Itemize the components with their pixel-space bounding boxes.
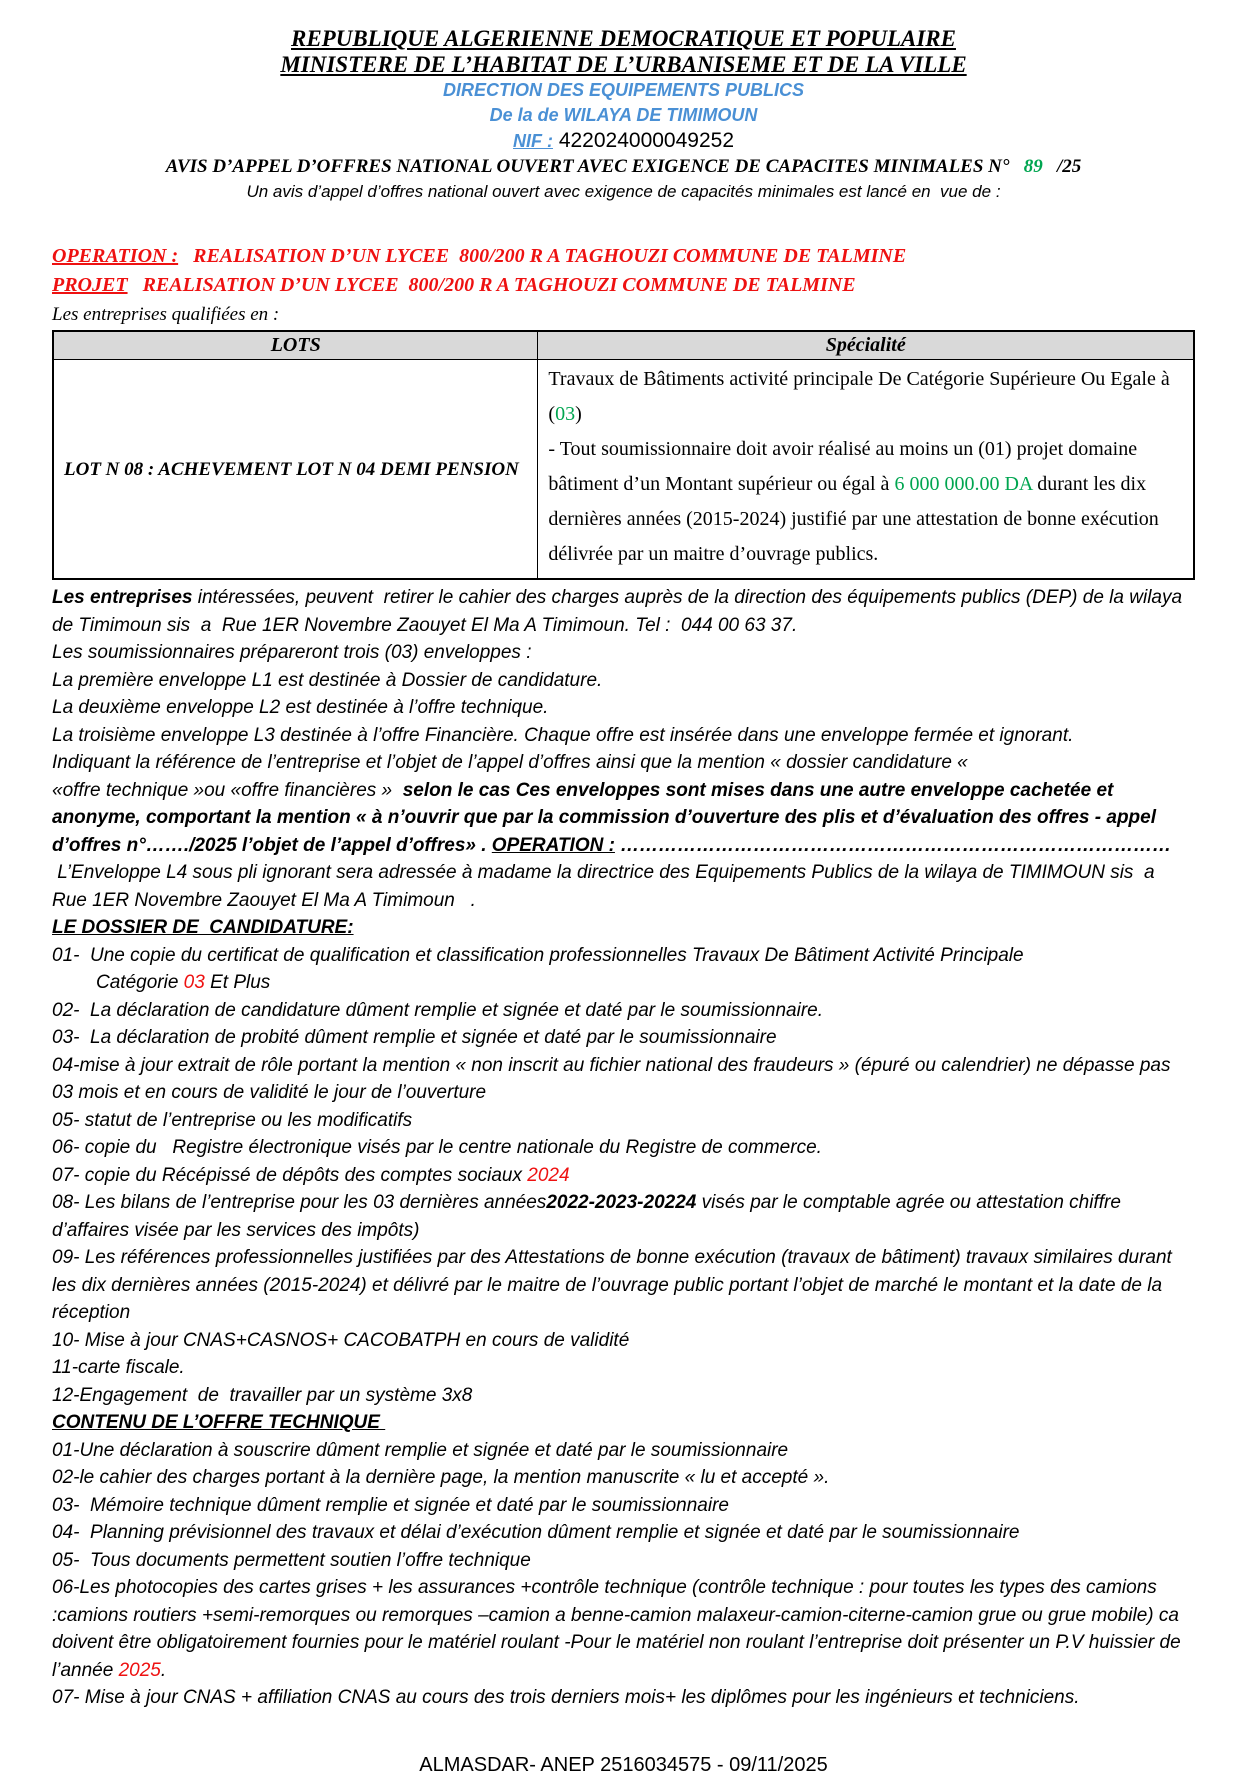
paragraph-enveloppes: Les soumissionnaires prépareront trois (03) enveloppes : bbox=[52, 642, 532, 663]
technique-item-05: 05- Tous documents permettent soutien l’offre technique bbox=[52, 1549, 531, 1571]
technique-item-04: 04- Planning prévisionnel des travaux et délai d’exécution dûment remplie et signée et daté par le soumissionnaire bbox=[52, 1522, 1020, 1543]
spec-sentence-1 bbox=[548, 368, 1169, 425]
direction-title: DIRECTION DES EQUIPEMENTS PUBLICS bbox=[442, 80, 805, 100]
specialite-cell bbox=[538, 360, 1194, 580]
republic-title: REPUBLIQUE ALGERIENNE DEMOCRATIQUE ET POPULAIRE bbox=[291, 26, 956, 51]
paragraph-reference: Indiquant la référence de l’entreprise et l’objet de l’appel d’offres ainsi que la mention « dossier candidature « bbox=[52, 752, 968, 773]
ministry-title: MINISTERE DE L’HABITAT DE L’URBANISEME ET DE LA VILLE bbox=[280, 52, 967, 77]
col-header-specialite: Spécialité bbox=[538, 331, 1194, 360]
dossier-item-01-categorie-value: 03 bbox=[183, 972, 205, 993]
nif-value: 422024000049252 bbox=[552, 129, 735, 152]
technique-item-06-period: . bbox=[160, 1659, 167, 1681]
projet-line bbox=[52, 271, 1195, 300]
p7-dots: …………………………………………………………………………… bbox=[614, 834, 1172, 856]
col-header-lots: LOTS bbox=[53, 331, 538, 360]
table-header-row bbox=[53, 331, 1194, 360]
dossier-item-01-categorie: Catégorie bbox=[96, 972, 184, 993]
dossier-item-11: 11-carte fiscale. bbox=[52, 1357, 185, 1378]
operation-block bbox=[52, 242, 1195, 300]
technique-item-03: 03- Mémoire technique dûment remplie et signée et daté par le soumissionnaire bbox=[52, 1494, 729, 1516]
dossier-item-02: 02- La déclaration de candidature dûment remplie et signée et daté par le soumissionnaire. bbox=[52, 999, 824, 1021]
document-header bbox=[52, 26, 1195, 204]
table-row bbox=[53, 360, 1194, 580]
dossier-item-08-rest: visés par le comptable agrée ou attestation chiffre d’affaires visée par les services des impôts) bbox=[52, 1192, 1127, 1241]
spec2-text: - Tout soumissionnaire doit avoir réalisé au moins un (01) projet domaine bâtiment d’un Montant supérieur ou égal à bbox=[548, 438, 1138, 495]
dossier-item-10: 10- Mise à jour CNAS+CASNOS+ CACOBATPH en cours de validité bbox=[52, 1329, 630, 1351]
dossier-item-12: 12-Engagement de travailler par un système 3x8 bbox=[52, 1384, 473, 1406]
technique-item-06 bbox=[52, 1574, 1195, 1684]
avis-title bbox=[52, 154, 1195, 180]
lots-table bbox=[52, 330, 1195, 580]
dossier-item-01 bbox=[52, 942, 1195, 997]
paragraph-enveloppe-l3: La troisième enveloppe L3 destinée à l’offre Financière. Chaque offre est insérée dans une enveloppe fermée et ignorant. bbox=[52, 724, 1074, 746]
nif-label: NIF : bbox=[512, 131, 553, 151]
dossier-item-01-line1: 01- Une copie du certificat de qualification et classification professionnelles Travaux De Bâtiment Activité Principale bbox=[52, 944, 1024, 966]
technique-item-01: 01-Une déclaration à souscrire dûment remplie et signée et daté par le soumissionnaire bbox=[52, 1439, 789, 1461]
nif-line bbox=[52, 128, 1195, 154]
spec2-amount: 6 000 000.00 DA bbox=[894, 473, 1033, 495]
technique-item-06-year: 2025 bbox=[118, 1659, 161, 1681]
p1-bold: Les entreprises bbox=[52, 587, 193, 608]
avis-suffix: /25 bbox=[1042, 156, 1082, 177]
dossier-item-05: 05- statut de l’entreprise ou les modificatifs bbox=[52, 1109, 413, 1131]
p7-regular: «offre technique »ou «offre financières » bbox=[52, 779, 403, 801]
paragraph-retrait bbox=[52, 584, 1195, 639]
qualified-intro: Les entreprises qualifiées en : bbox=[52, 304, 280, 325]
p7-operation-label: OPERATION : bbox=[491, 834, 615, 856]
body-text bbox=[52, 584, 1195, 1712]
paragraph-enveloppe-exterieure bbox=[52, 777, 1195, 860]
avis-subtitle: Un avis d’appel d’offres national ouvert avec exigence de capacités minimales est lancé en vue de : bbox=[246, 182, 1001, 201]
projet-text: REALISATION D’UN LYCEE 800/200 R A TAGHOUZI COMMUNE DE TALMINE bbox=[127, 274, 856, 296]
p1-rest: intéressées, peuvent retirer le cahier des charges auprès de la direction des équipements publics (DEP) de la wilaya de Timimoun sis a Rue 1ER Novembre Zaouyet El Ma A Timimoun. Tel : 044 00 63 37. bbox=[52, 587, 1188, 636]
dossier-item-03: 03- La déclaration de probité dûment remplie et signée et daté par le soumissionnaire bbox=[52, 1027, 777, 1048]
spec-sentence-2 bbox=[548, 438, 1158, 565]
dossier-item-04: 04-mise à jour extrait de rôle portant la mention « non inscrit au fichier national des fraudeurs » (épuré ou calendrier) ne dépasse pas 03 mois et en cours de validité le jour de l’ouverture bbox=[52, 1054, 1176, 1103]
paragraph-enveloppe-l1: La première enveloppe L1 est destinée à Dossier de candidature. bbox=[52, 669, 603, 691]
operation-text: REALISATION D’UN LYCEE 800/200 R A TAGHOUZI COMMUNE DE TALMINE bbox=[178, 245, 907, 267]
dossier-item-01-line2 bbox=[96, 969, 1195, 997]
technique-item-07: 07- Mise à jour CNAS + affiliation CNAS au cours des trois derniers mois+ les diplômes pour les ingénieurs et techniciens. bbox=[52, 1687, 1080, 1708]
technique-item-06-text: 06-Les photocopies des cartes grises + les assurances +contrôle technique (contrôle technique : pour toutes les types des camions :camions routiers +semi-remorques ou remorques –camion a benne-camion malaxeur-camion-citerne-camion grue ou grue mobile) ca doivent être obligatoirement fournies pour le matériel roulant -Pour le matériel non roulant l’entreprise doit présenter un P.V huissier de l’année bbox=[52, 1577, 1186, 1681]
spec1-text: Travaux de Bâtiments activité principale De Catégorie Supérieure Ou Egale à ( bbox=[548, 368, 1170, 425]
technique-item-02: 02-le cahier des charges portant à la dernière page, la mention manuscrite « lu et accepté ». bbox=[52, 1467, 830, 1488]
technique-heading: CONTENU DE L’OFFRE TECHNIQUE bbox=[52, 1412, 386, 1433]
spec1-category-value: 03 bbox=[555, 403, 576, 425]
paragraph-enveloppe-l4: L’Enveloppe L4 sous pli ignorant sera adressée à madame la directrice des Equipements Publics de la wilaya de TIMIMOUN sis a Rue 1ER Novembre Zaouyet El Ma A Timimoun . bbox=[52, 862, 1166, 911]
operation-label: OPERATION : bbox=[52, 245, 179, 267]
dossier-item-08-years: 2022-2023-20224 bbox=[546, 1192, 697, 1213]
operation-line bbox=[52, 242, 1195, 271]
dossier-item-07-year: 2024 bbox=[527, 1164, 570, 1186]
wilaya-title: De la de WILAYA DE TIMIMOUN bbox=[489, 105, 758, 125]
dossier-item-08-text: 08- Les bilans de l’entreprise pour les 03 dernières années bbox=[52, 1192, 547, 1213]
lot-cell: LOT N 08 : ACHEVEMENT LOT N 04 DEMI PENSION bbox=[53, 360, 538, 580]
dossier-item-06: 06- copie du Registre électronique visés par le centre nationale du Registre de commerce. bbox=[52, 1137, 822, 1158]
avis-number: 89 bbox=[1023, 156, 1043, 177]
projet-label: PROJET bbox=[52, 274, 128, 296]
dossier-heading: LE DOSSIER DE CANDIDATURE: bbox=[52, 917, 354, 938]
spec1-close: ) bbox=[575, 403, 582, 425]
footer-anep: ALMASDAR- ANEP 2516034575 - 09/11/2025 bbox=[419, 1753, 828, 1776]
dossier-item-09: 09- Les références professionnelles justifiées par des Attestations de bonne exécution (travaux de bâtiment) travaux similaires durant les dix dernières années (2015-2024) et délivré par le maitre de l’ouvrage public portant l’objet de marché le montant et la date de la réception bbox=[52, 1247, 1178, 1323]
dossier-item-07 bbox=[52, 1162, 1195, 1190]
p7-bold: selon le cas Ces enveloppes sont mises dans une autre enveloppe cachetée et anonyme, comportant la mention « à n’ouvrir que par la commission d’ouverture des plis et d’évaluation des offres - appel d’offres n°……./2025 l’objet de l’appel d’offres» . bbox=[52, 779, 1162, 856]
spec2-rest: durant les dix dernières années (2015-2024) justifié par une attestation de bonne exécution délivrée par un maitre d’ouvrage publics. bbox=[548, 473, 1159, 565]
dossier-item-08 bbox=[52, 1189, 1195, 1244]
paragraph-enveloppe-l2: La deuxième enveloppe L2 est destinée à l’offre technique. bbox=[52, 697, 549, 718]
avis-prefix: AVIS D’APPEL D’OFFRES NATIONAL OUVERT AVEC EXIGENCE DE CAPACITES MINIMALES N° bbox=[165, 156, 1024, 177]
dossier-item-07-text: 07- copie du Récépissé de dépôts des comptes sociaux bbox=[52, 1164, 528, 1186]
dossier-item-01-etplus: Et Plus bbox=[204, 972, 271, 993]
